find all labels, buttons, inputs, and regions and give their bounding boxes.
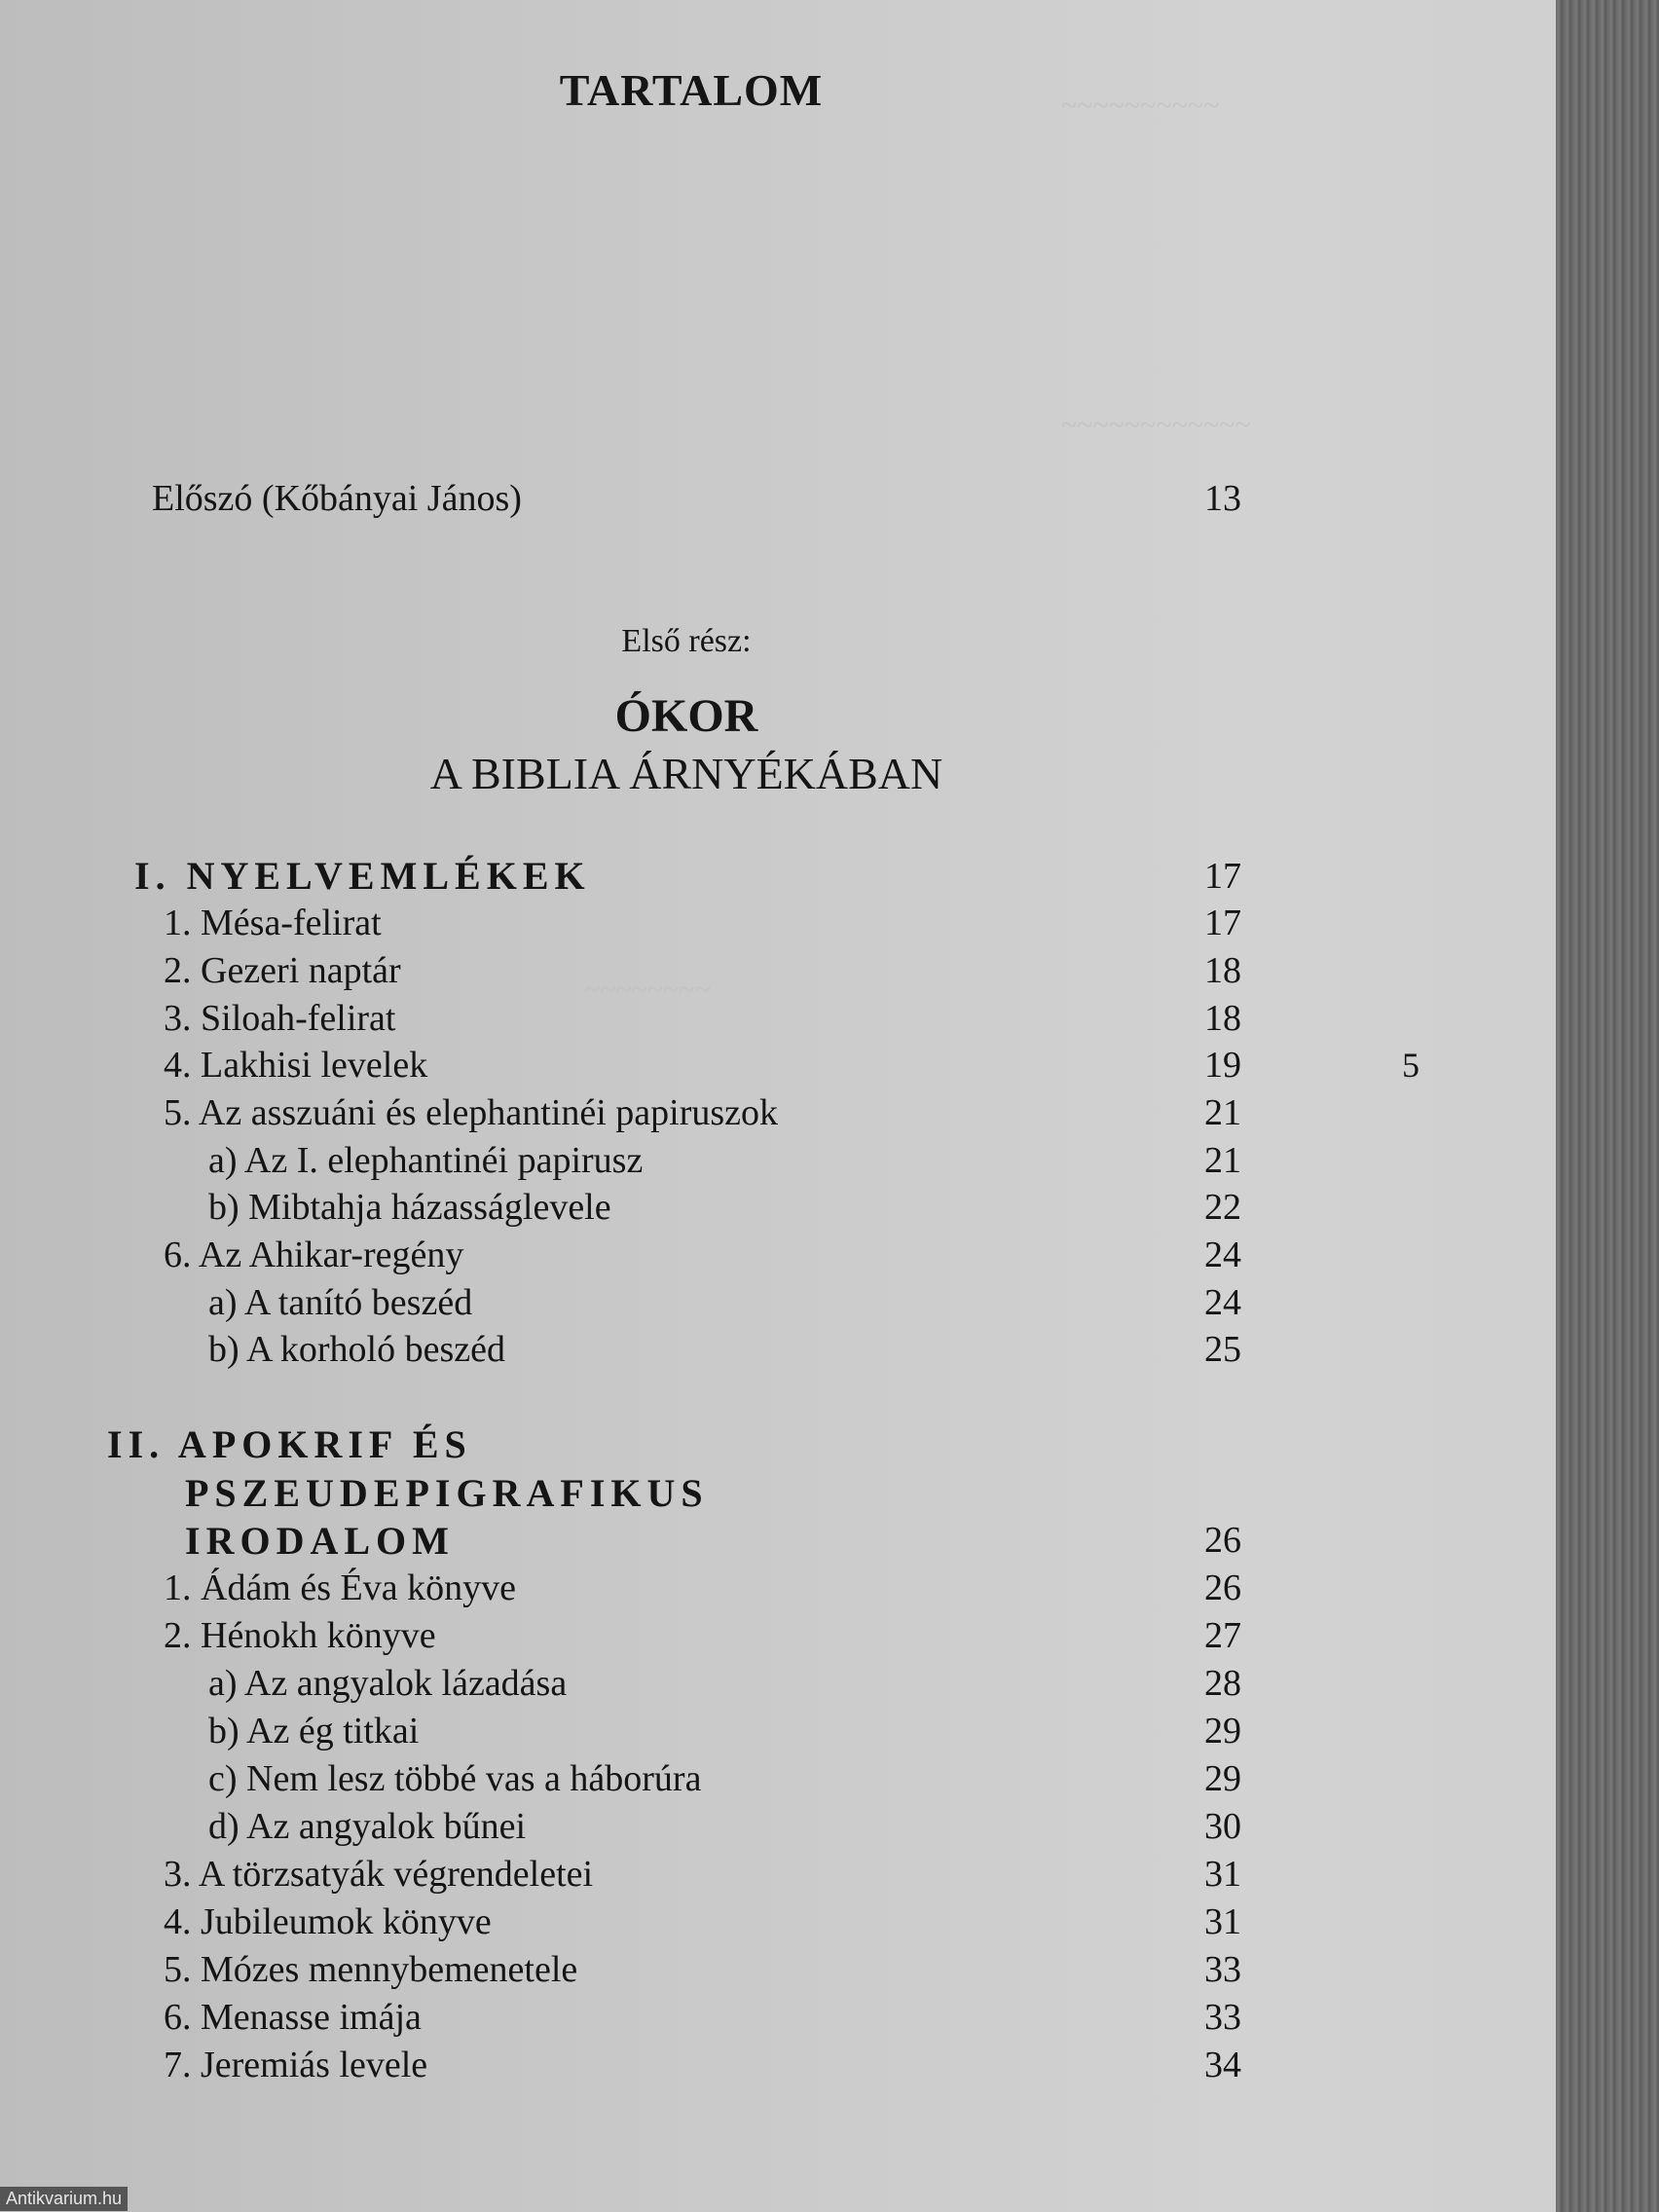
toc-page-number: 33 [1204,1997,1241,2038]
toc-subentry: a) A tanító beszéd [208,1282,473,1323]
toc-entry: 2. Gezeri naptár [164,950,401,991]
toc-page-number: 31 [1204,1901,1241,1942]
show-through-text: ~~~~~~~~ [584,974,711,1006]
part-subheading: A BIBLIA ÁRNYÉKÁBAN [429,749,943,798]
toc-page-number: 33 [1204,1949,1241,1990]
toc-page-number: 17 [1204,903,1241,943]
section-heading-line: I. NYELVEMLÉKEK [134,854,591,898]
page-edge [1556,0,1659,2212]
toc-subentry: a) Az angyalok lázadása [208,1663,568,1704]
toc-entry: 3. A törzsatyák végrendeletei [164,1854,594,1895]
toc-entry: 5. Az asszuáni és elephantinéi papiruszok [164,1092,779,1133]
toc-page-number: 29 [1204,1711,1241,1751]
toc-subentry: b) A korholó beszéd [208,1329,506,1370]
toc-page-number: 21 [1204,1092,1241,1133]
section-page-number: 17 [1204,856,1241,897]
toc-page-number: 24 [1204,1282,1241,1323]
section-heading-line: IRODALOM [185,1519,455,1563]
toc-subentry: a) Az I. elephantinéi papirusz [208,1140,644,1181]
section-heading-line: PSZEUDEPIGRAFIKUS [185,1471,709,1515]
toc-subentry: d) Az angyalok bűnei [208,1806,527,1847]
toc-entry: 2. Hénokh könyve [164,1615,436,1656]
page-title: TARTALOM [559,65,824,115]
toc-entry: 1. Ádám és Éva könyve [164,1567,516,1608]
show-through-text: ~~~~~~~~~~~~ [1061,409,1251,441]
toc-entry: 4. Lakhisi levelek [164,1045,428,1086]
toc-page-number: 24 [1204,1235,1241,1275]
section-page-number: 26 [1204,1520,1241,1561]
toc-subentry: b) Az ég titkai [208,1711,420,1751]
toc-entry: 6. Menasse imája [164,1997,422,2038]
toc-page-number: 30 [1204,1806,1241,1847]
toc-entry: 7. Jeremiás levele [164,2045,428,2085]
toc-entry: 3. Siloah-felirat [164,998,396,1039]
toc-page-number: 29 [1204,1758,1241,1799]
foreword-label: Előszó (Kőbányai János) [152,478,522,519]
toc-page-number: 26 [1204,1567,1241,1608]
toc-entry: 1. Mésa-felirat [164,903,382,943]
part-label: Első rész: [621,623,752,659]
toc-page-number: 31 [1204,1854,1241,1895]
toc-page-number: 19 [1204,1045,1241,1086]
toc-page-number: 34 [1204,2045,1241,2085]
toc-entry: 5. Mózes mennybemenetele [164,1949,578,1990]
toc-page-number: 25 [1204,1329,1241,1370]
section-heading-line: II. APOKRIF ÉS [107,1422,472,1466]
toc-page-number: 18 [1204,998,1241,1039]
toc-entry: 4. Jubileumok könyve [164,1901,492,1942]
toc-entry: 6. Az Ahikar-regény [164,1235,464,1275]
toc-subentry: b) Mibtahja házasságlevele [208,1187,611,1228]
show-through-text: ~~~~~~~~~~ [1061,90,1220,122]
watermark-text: Antikvarium.hu [0,2187,128,2211]
toc-subentry: c) Nem lesz többé vas a háborúra [208,1758,702,1799]
toc-page-number: 27 [1204,1615,1241,1656]
toc-page-number: 28 [1204,1663,1241,1704]
toc-page-number: 18 [1204,950,1241,991]
foreword-page-number: 13 [1204,478,1241,519]
toc-page-number: 22 [1204,1187,1241,1228]
part-heading: ÓKOR [614,690,758,742]
folio-page-number: 5 [1402,1046,1419,1085]
toc-page-number: 21 [1204,1140,1241,1181]
